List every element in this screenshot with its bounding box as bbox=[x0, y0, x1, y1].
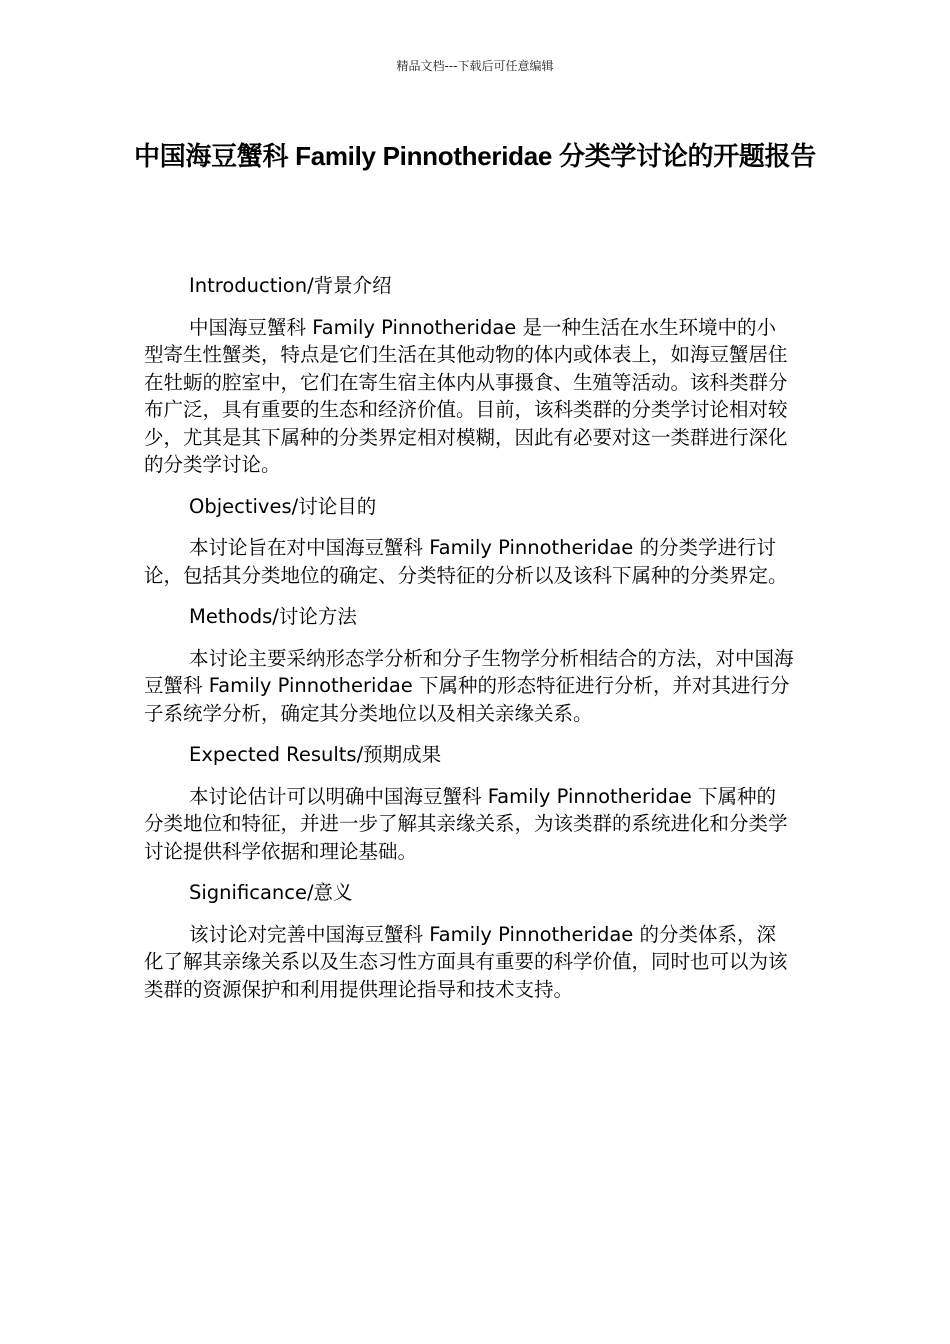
document-title: 中国海豆蟹科 Family Pinnotheridae 分类学讨论的开题报告 bbox=[134, 141, 816, 171]
section-heading-methods: Methods/讨论方法 bbox=[189, 605, 357, 628]
section-body-expected-results: 本讨论估计可以明确中国海豆蟹科 Family Pinnotheridae 下属种的分类地位和特征，并进一步了解其亲缘关系，为该类群的系统进化和分类学讨论提供科学依据和理论基础。 bbox=[144, 784, 788, 863]
section-heading-introduction: Introduction/背景介绍 bbox=[189, 274, 392, 297]
header-note: 精品文档---下载后可任意编辑 bbox=[396, 59, 554, 73]
document-body bbox=[144, 272, 794, 1017]
section-heading-objectives: Objectives/讨论目的 bbox=[189, 494, 377, 518]
section-body-introduction: 中国海豆蟹科 Family Pinnotheridae 是一种生活在水生环境中的小型寄生性蟹类，特点是它们生活在其他动物的体内或体表上，如海豆蟹居住在牡蛎的腔室中，它们在寄生宿主体内从事摄食、生殖等活动。该科类群分布广泛，具有重要的生态和经济价值。目前，该科类群的分类学讨论相对较少，尤其是其下属种的分类界定相对模糊，因此有必要对这一类群进行深化的分类学讨论。 bbox=[144, 315, 788, 476]
section-heading-significance: Significance/意义 bbox=[189, 881, 353, 904]
section-body-methods: 本讨论主要采纳形态学分析和分子生物学分析相结合的方法，对中国海豆蟹科 Family Pinnotheridae 下属种的形态特征进行分析，并对其进行分子系统学分析，确定其分类地位以及相关亲缘关系。 bbox=[144, 646, 794, 725]
section-heading-expected-results: Expected Results/预期成果 bbox=[189, 743, 442, 766]
section-body-objectives: 本讨论旨在对中国海豆蟹科 Family Pinnotheridae 的分类学进行讨论，包括其分类地位的确定、分类特征的分析以及该科下属种的分类界定。 bbox=[144, 536, 788, 587]
section-body-significance: 该讨论对完善中国海豆蟹科 Family Pinnotheridae 的分类体系，深化了解其亲缘关系以及生态习性方面具有重要的科学价值，同时也可以为该类群的资源保护和利用提供理论指导和技术支持。 bbox=[144, 922, 788, 1001]
